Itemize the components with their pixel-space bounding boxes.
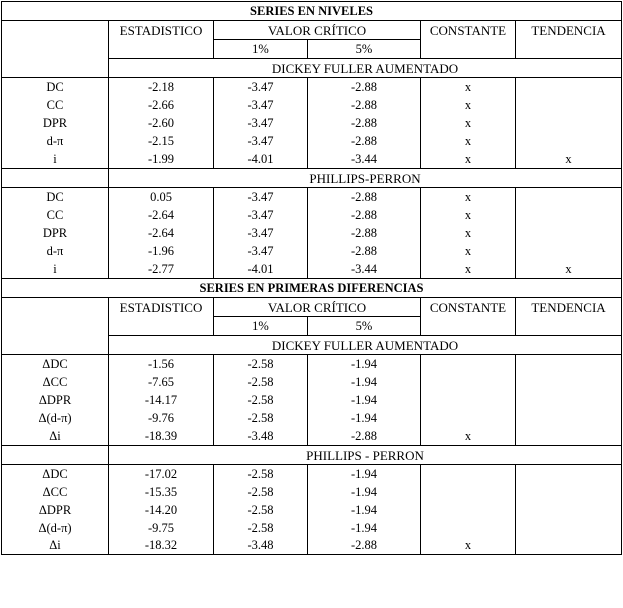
statistic-cell: -9.75 [109,519,214,537]
table-row [2,519,622,537]
critical-1pct-cell: -4.01 [214,150,308,169]
table-row [2,355,622,374]
statistic-cell: -14.20 [109,501,214,519]
critical-1pct-cell: -3.47 [214,78,308,97]
statistic-cell: -2.77 [109,260,214,279]
method-title: DICKEY FULLER AUMENTADO [109,336,622,355]
header-blank-cell [2,40,109,59]
statistic-cell: -18.39 [109,427,214,446]
critical-1pct-cell: -3.47 [214,242,308,260]
constant-cell [421,391,516,409]
statistic-cell: -2.15 [109,132,214,150]
constant-cell: x [421,150,516,169]
trend-cell [516,427,622,446]
statistic-cell: -7.65 [109,373,214,391]
table-row [2,242,622,260]
table-row [2,537,622,555]
statistic-cell: -2.60 [109,114,214,132]
constant-cell [421,409,516,427]
critical-1pct-cell: -3.47 [214,206,308,224]
method-title: DICKEY FULLER AUMENTADO [109,59,622,78]
trend-cell [516,78,622,97]
variable-cell: DC [2,188,109,207]
table-row [2,78,622,97]
variable-cell: Δi [2,427,109,446]
critical-5pct-cell: -2.88 [308,96,421,114]
table-row [2,483,622,501]
constant-cell: x [421,78,516,97]
header-blank-cell [2,298,109,317]
critical-value-header-row [2,40,622,59]
trend-cell: x [516,260,622,279]
constant-cell: x [421,132,516,150]
table-row [2,114,622,132]
header-valor-critico: VALOR CRÍTICO [214,21,421,40]
trend-cell [516,132,622,150]
statistic-cell: -2.18 [109,78,214,97]
critical-1pct-cell: -3.48 [214,537,308,555]
critical-1pct-cell: -3.47 [214,114,308,132]
variable-cell: Δi [2,537,109,555]
variable-cell: ΔDC [2,355,109,374]
method-title: PHILLIPS - PERRON [109,446,622,465]
header-blank-cell [421,317,516,336]
critical-5pct-cell: -1.94 [308,409,421,427]
variable-cell: Δ(d-π) [2,519,109,537]
statistic-cell: -1.99 [109,150,214,169]
unit-root-table-wrapper [1,1,622,555]
trend-cell [516,188,622,207]
critical-5pct-cell: -1.94 [308,483,421,501]
header-estadistico: ESTADISTICO [109,298,214,317]
header-blank-cell [109,40,214,59]
statistic-cell: -18.32 [109,537,214,555]
header-blank-cell [421,40,516,59]
critical-1pct-cell: -3.47 [214,224,308,242]
table-row [2,132,622,150]
section-title-row [2,2,622,21]
trend-cell: x [516,150,622,169]
method-blank-cell [2,169,109,188]
header-constante: CONSTANTE [421,21,516,40]
critical-5pct-cell: -2.88 [308,132,421,150]
critical-5pct-cell: -2.88 [308,242,421,260]
critical-1pct-cell: -2.58 [214,483,308,501]
table-row [2,409,622,427]
constant-cell [421,465,516,484]
table-body [2,2,622,555]
header-tendencia: TENDENCIA [516,21,622,40]
trend-cell [516,355,622,374]
trend-cell [516,537,622,555]
method-row [2,336,622,355]
column-header-row [2,21,622,40]
variable-cell: CC [2,206,109,224]
critical-1pct-cell: -2.58 [214,465,308,484]
trend-cell [516,96,622,114]
constant-cell [421,501,516,519]
table-row [2,188,622,207]
header-valor-critico: VALOR CRÍTICO [214,298,421,317]
variable-cell: ΔCC [2,483,109,501]
constant-cell [421,483,516,501]
statistic-cell: -1.56 [109,355,214,374]
critical-5pct-cell: -2.88 [308,427,421,446]
variable-cell: d-π [2,132,109,150]
critical-5pct-cell: -3.44 [308,260,421,279]
header-blank-cell [109,317,214,336]
table-row [2,391,622,409]
table-row [2,96,622,114]
critical-1pct-cell: -2.58 [214,501,308,519]
header-constante: CONSTANTE [421,298,516,317]
method-row [2,169,622,188]
trend-cell [516,519,622,537]
constant-cell: x [421,260,516,279]
variable-cell: ΔDPR [2,391,109,409]
critical-1pct-cell: -4.01 [214,260,308,279]
header-pct-1: 1% [214,317,308,336]
statistic-cell: -17.02 [109,465,214,484]
table-row [2,427,622,446]
statistic-cell: -14.17 [109,391,214,409]
header-pct-1: 1% [214,40,308,59]
critical-1pct-cell: -2.58 [214,409,308,427]
trend-cell [516,501,622,519]
critical-5pct-cell: -2.88 [308,114,421,132]
method-blank-cell [2,336,109,355]
variable-cell: d-π [2,242,109,260]
header-blank-cell [2,317,109,336]
constant-cell [421,373,516,391]
method-row [2,59,622,78]
variable-cell: Δ(d-π) [2,409,109,427]
table-row [2,206,622,224]
table-row [2,150,622,169]
critical-1pct-cell: -3.48 [214,427,308,446]
critical-1pct-cell: -3.47 [214,132,308,150]
variable-cell: i [2,150,109,169]
critical-1pct-cell: -2.58 [214,373,308,391]
critical-5pct-cell: -3.44 [308,150,421,169]
variable-cell: i [2,260,109,279]
table-row [2,260,622,279]
critical-value-header-row [2,317,622,336]
variable-cell: DC [2,78,109,97]
critical-5pct-cell: -2.88 [308,78,421,97]
table-row [2,224,622,242]
critical-1pct-cell: -3.47 [214,188,308,207]
constant-cell: x [421,114,516,132]
critical-1pct-cell: -3.47 [214,96,308,114]
section-title-row [2,279,622,298]
method-title: PHILLIPS-PERRON [109,169,622,188]
trend-cell [516,206,622,224]
critical-5pct-cell: -1.94 [308,501,421,519]
unit-root-test-table [1,1,622,555]
critical-5pct-cell: -1.94 [308,465,421,484]
variable-cell: ΔDC [2,465,109,484]
header-blank-cell [516,40,622,59]
header-pct-5: 5% [308,40,421,59]
trend-cell [516,391,622,409]
trend-cell [516,114,622,132]
variable-cell: CC [2,96,109,114]
critical-1pct-cell: -2.58 [214,391,308,409]
constant-cell: x [421,224,516,242]
critical-1pct-cell: -2.58 [214,519,308,537]
column-header-row [2,298,622,317]
trend-cell [516,409,622,427]
critical-5pct-cell: -1.94 [308,355,421,374]
critical-5pct-cell: -2.88 [308,188,421,207]
trend-cell [516,483,622,501]
constant-cell [421,519,516,537]
trend-cell [516,373,622,391]
trend-cell [516,465,622,484]
critical-5pct-cell: -2.88 [308,206,421,224]
header-pct-5: 5% [308,317,421,336]
trend-cell [516,242,622,260]
constant-cell: x [421,427,516,446]
constant-cell: x [421,537,516,555]
variable-cell: DPR [2,114,109,132]
variable-cell: ΔCC [2,373,109,391]
section-title: SERIES EN NIVELES [2,2,622,21]
critical-5pct-cell: -1.94 [308,391,421,409]
method-blank-cell [2,59,109,78]
critical-5pct-cell: -1.94 [308,519,421,537]
header-tendencia: TENDENCIA [516,298,622,317]
statistic-cell: -1.96 [109,242,214,260]
table-row [2,373,622,391]
header-blank-cell [2,21,109,40]
variable-cell: DPR [2,224,109,242]
statistic-cell: -9.76 [109,409,214,427]
section-title: SERIES EN PRIMERAS DIFERENCIAS [2,279,622,298]
header-blank-cell [516,317,622,336]
critical-5pct-cell: -1.94 [308,373,421,391]
statistic-cell: -2.66 [109,96,214,114]
trend-cell [516,224,622,242]
method-blank-cell [2,446,109,465]
statistic-cell: -2.64 [109,206,214,224]
constant-cell: x [421,96,516,114]
variable-cell: ΔDPR [2,501,109,519]
constant-cell: x [421,242,516,260]
critical-5pct-cell: -2.88 [308,537,421,555]
constant-cell: x [421,206,516,224]
critical-1pct-cell: -2.58 [214,355,308,374]
table-row [2,501,622,519]
constant-cell [421,355,516,374]
method-row [2,446,622,465]
header-estadistico: ESTADISTICO [109,21,214,40]
statistic-cell: 0.05 [109,188,214,207]
statistic-cell: -15.35 [109,483,214,501]
critical-5pct-cell: -2.88 [308,224,421,242]
table-row [2,465,622,484]
statistic-cell: -2.64 [109,224,214,242]
constant-cell: x [421,188,516,207]
